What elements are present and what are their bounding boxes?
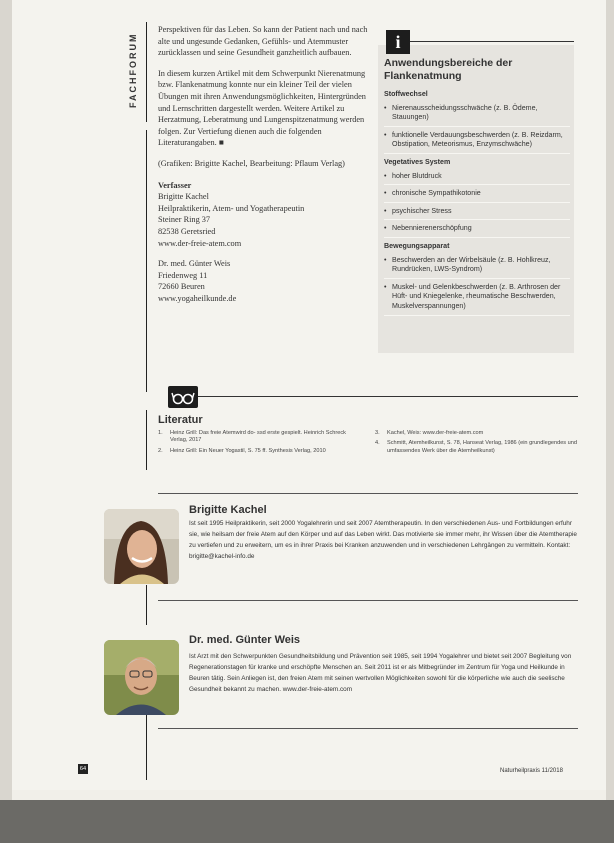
info-section-heading: Bewegungsapparat (384, 241, 450, 250)
info-content (384, 90, 570, 320)
bio-text: Ist seit 1995 Heilpraktikerin, seit 2000 Yogalehrerin und seit 2007 Atemtherapeutin. In den verschiedenen Aus- und Fortbildungen erfuhr sie, wie heilsam der freie Atem auf den Körper und auf das Leben wirkt. Das motivierte sie immer mehr, ihr Wissen über die Atemtherapie zu vertiefen und zu erweitern, um es in ihrer Praxis bei Kranken anzuwenden und in verschiedenen Lehrgängen zu vermitteln. Kontakt: brigitte@kachel-info.de (189, 520, 577, 561)
literature-column-left (158, 430, 363, 458)
bio-name: Dr. med. Günter Weis (189, 634, 301, 646)
background-shadow (0, 800, 614, 843)
literature-column-right (375, 430, 580, 458)
info-list-item: • chronische Sympathikotonie (384, 189, 570, 203)
info-list-item: • Beschwerden an der Wirbelsäule (z. B. Hohlkreuz, Rundrücken, LWS-Syndrom) (384, 256, 570, 279)
bio-separator (158, 600, 578, 601)
info-list (384, 172, 570, 238)
image-credit: (Grafiken: Brigitte Kachel, Bearbeitung: Pflaum Verlag) (158, 158, 345, 168)
literature-title: Literatur (158, 414, 203, 426)
section-bar-lower (146, 410, 147, 470)
literature-rule (198, 396, 578, 397)
author2-street: Friedenweg 11 (158, 270, 208, 280)
bio-separator (158, 493, 578, 494)
bio-name: Brigitte Kachel (189, 504, 267, 516)
literature-item: 2. Heinz Grill: Ein Neuer Yogastil, S. 75 ff. Synthesis Verlag, 2010 (158, 447, 326, 454)
glasses-icon (168, 386, 198, 408)
section-bar-bio (146, 585, 147, 625)
author2-city: 72660 Beuren (158, 282, 205, 292)
author-block (158, 180, 368, 305)
info-section-heading: Stoffwechsel (384, 90, 428, 98)
author2-website[interactable]: www.yogaheilkunde.de (158, 293, 237, 303)
bio-separator (158, 728, 578, 729)
info-list-item: • Muskel- und Gelenkbeschwerden (z. B. Arthrosen der Hüft- und Kniegelenke, rheumatische Beschwerden, Muskelverspannungen) (384, 283, 570, 316)
page-number: 64 (79, 766, 87, 772)
author1-website[interactable]: www.der-freie-atem.com (158, 238, 242, 248)
info-icon: i (386, 30, 410, 54)
literature-item: 4. Schmitt, Atemheilkunst, S. 78, Hanseat Verlag, 1986 (ein grundlegendes und umfassendes Werk über die Atemheilkunst) (375, 440, 577, 454)
section-label: FACHFORUM (128, 32, 138, 108)
author-heading: Verfasser (158, 180, 192, 190)
info-list-item: • hoher Blutdruck (384, 172, 570, 186)
info-list-item: • funktionelle Verdauungsbeschwerden (z. B. Reizdarm, Obstipation, Meteorismus, Enzymschwäche) (384, 131, 570, 154)
info-list (384, 256, 570, 316)
author2-name: Dr. med. Günter Weis (158, 259, 231, 269)
info-list-item: • Nierenausscheidungsschwäche (z. B. Ödeme, Stauungen) (384, 104, 570, 127)
info-list-item: • Nebennierenerschöpfung (384, 224, 570, 238)
journal-footer: Naturheilpraxis 11/2018 (500, 768, 563, 774)
article-paragraph: Perspektiven für das Leben. So kann der Patient nach und nach alte und ungesunde Gedanken, Gefühls- und Atemmuster zurücklassen und seine Gesundheit ganzheitlich aufbauen. (158, 25, 368, 58)
section-bar-middle (146, 130, 147, 392)
author1-city: 82538 Geretsried (158, 226, 216, 236)
bio-text: Ist Arzt mit den Schwerpunkten Gesundheitsbildung und Prävention seit 1985, seit 1994 Yogalehrer und bietet seit 2007 Begleitung von Regenerationstagen für kranke und erschöpfte Menschen an. Seit 2011 ist er als Mitbegründer im Zentrum für Yoga und Heilkunde in Beuren tätig. Sein Anliegen ist, den freien Atem mit seinen wertvollen Möglichkeiten sowohl für die körperliche wie auch die seelische Gesundheit bekannt zu machen. www.der-freie-atem.com (189, 653, 572, 694)
avatar-guenter-weis (104, 640, 179, 715)
info-title: Anwendungsbereiche der Flankenatmung (384, 57, 513, 82)
author1-title: Heilpraktikerin, Atem- und Yogatherapeutin (158, 203, 305, 213)
author1-street: Steiner Ring 37 (158, 215, 211, 225)
section-bar-top (146, 22, 147, 122)
author1-name: Brigitte Kachel (158, 192, 209, 202)
literature-item: 1. Heinz Grill: Das freie Atemwird do- ssd erste gespielt. Heinrich Schreck Verlag, 2017 (158, 430, 346, 444)
article-paragraph: In diesem kurzen Artikel mit dem Schwerpunkt Nierenatmung bzw. Flankenatmung konnte nur ein kleiner Teil der vielen Übungen mit ihren Anwendungsmöglichkeiten, Hintergründen und Lernschritten dargestellt werden. Weitere Artikel zu Herzatmung, Leberatmung und Lungenspitzenatmung werden folgen. Zur Vertiefung dienen auch die folgenden Literaturangaben. ■ (158, 68, 366, 148)
info-section-heading: Vegetatives System (384, 157, 451, 166)
article-body (158, 24, 368, 304)
info-list-item: • psychischer Stress (384, 207, 570, 221)
info-rule (410, 41, 574, 42)
avatar-brigitte-kachel (104, 509, 179, 584)
literature-item: 3. Kachel, Weis: www.der-freie-atem.com (375, 430, 484, 436)
info-list (384, 104, 570, 154)
